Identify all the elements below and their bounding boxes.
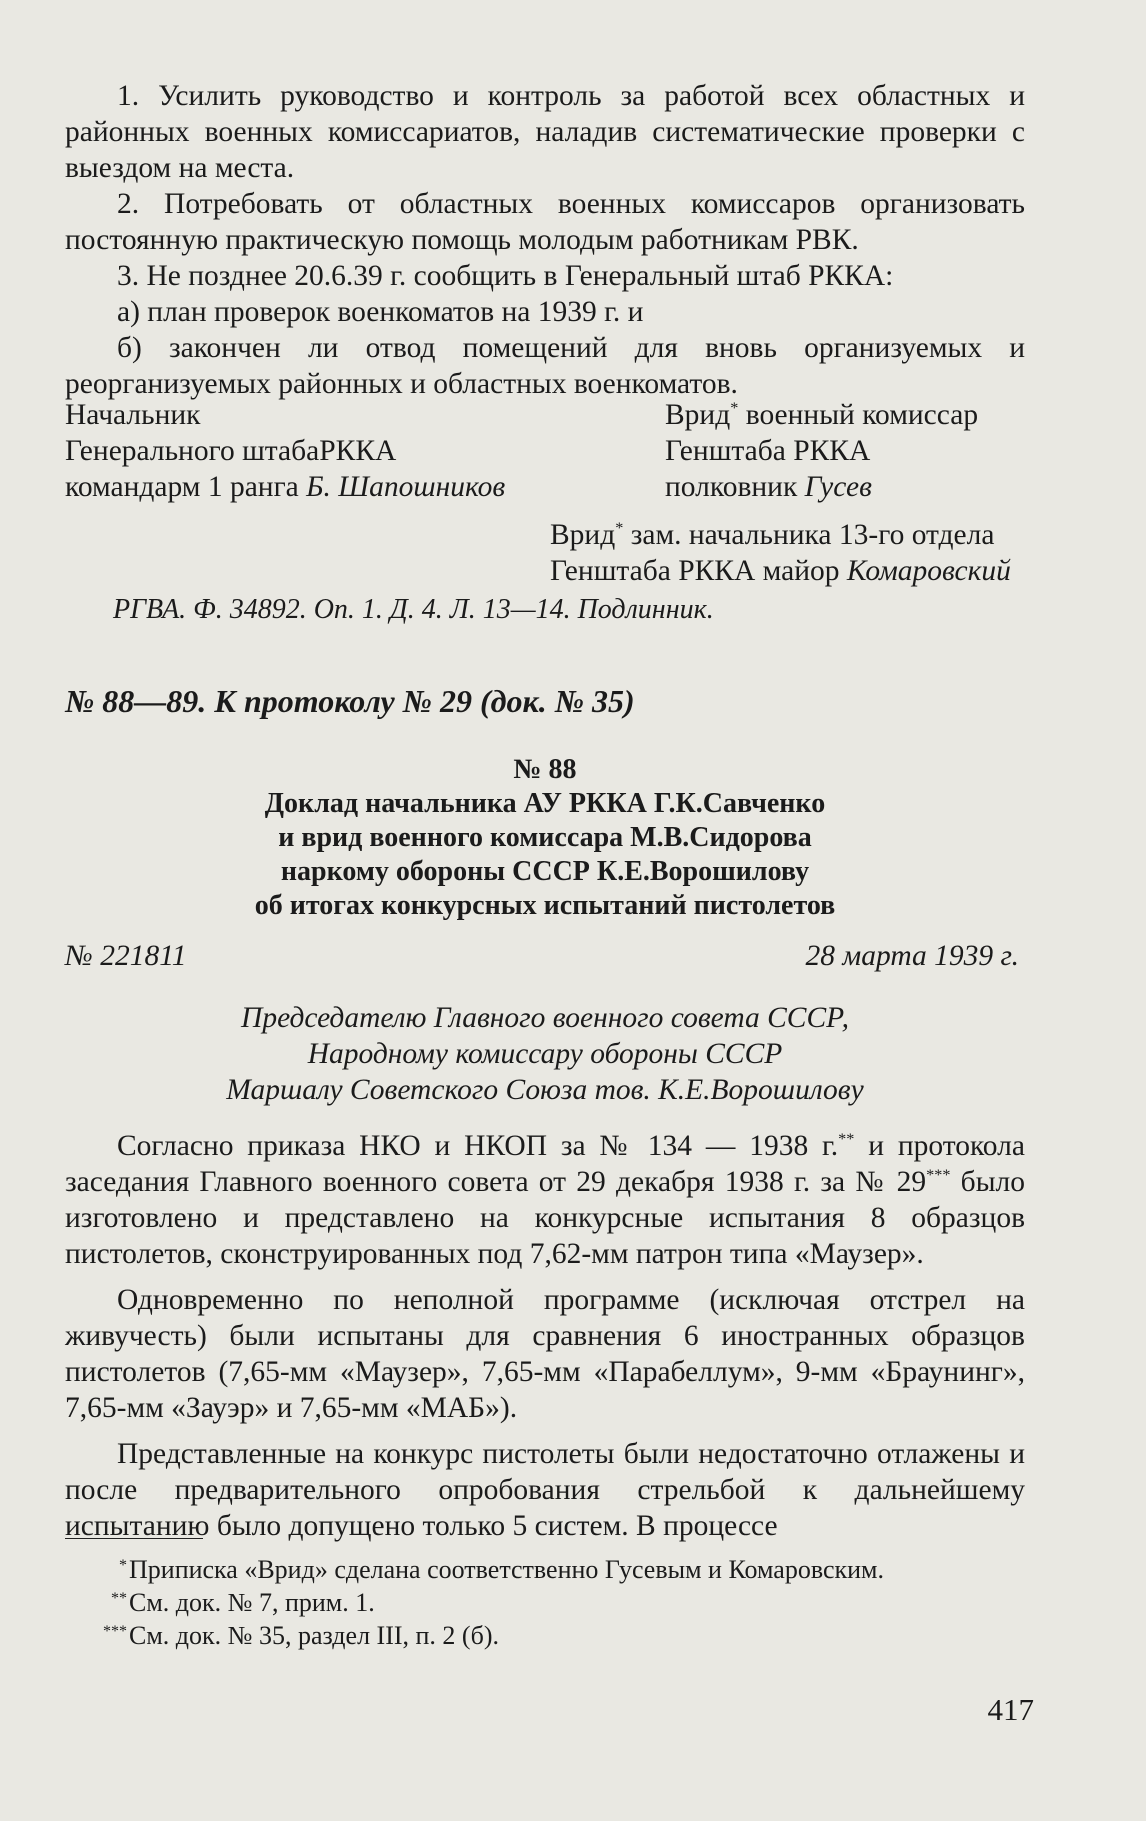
- footnote-marker: **: [111, 1590, 127, 1607]
- paragraph-3: 3. Не позднее 20.6.39 г. сообщить в Генеральный штаб РККА:: [117, 260, 894, 292]
- document-title: [65, 753, 1025, 923]
- signature-block: [65, 397, 1025, 589]
- body-paragraph-1: Согласно приказа НКО и НКОП за № 134 — 1938 г.** и протокола заседания Главного военного совета от 29 декабря 1938 г. за № 29*** было изготовлено и представлено на конкурсные испытания 8 образцов пистолетов, сконструированных под 7,62-мм патрон типа «Маузер».: [65, 1130, 1025, 1270]
- signature-left: [65, 397, 665, 505]
- signature-right-line-1: Врид* военный комиссар: [665, 399, 979, 431]
- archive-reference: [65, 592, 1025, 628]
- reference-date-row: [65, 938, 1025, 974]
- top-paragraphs: [65, 78, 1025, 402]
- document-number: № 88: [513, 754, 577, 785]
- title-line-2: и врид военного комиссара М.В.Сидорова: [278, 822, 812, 853]
- body-text: [65, 1128, 1025, 1544]
- signer-name-komarovsky: Комаровский: [846, 555, 1011, 587]
- section-heading: [65, 683, 1025, 719]
- signature-left-line-2: Генерального штабаРККА: [65, 435, 397, 467]
- footnote-ref-triple-star: ***: [926, 1166, 951, 1185]
- paragraph-1: 1. Усилить руководство и контроль за работой всех областных и районных военных комиссариатов, наладив систематические проверки с выездом на места.: [65, 80, 1025, 184]
- signature-row-1: [65, 397, 1025, 505]
- signer-name-shaposhnikov: Б. Шапошников: [306, 471, 506, 503]
- title-line-4: об итогах конкурсных испытаний пистолетов: [254, 890, 836, 921]
- signature-second-line-2: Генштаба РККА майор Комаровский: [550, 555, 1011, 587]
- footnote-marker: *: [119, 1557, 127, 1574]
- body-paragraph-2: Одновременно по неполной программе (исключая отстрел на живучесть) были испытаны для сравнения 6 иностранных образцов пистолетов (7,65-мм «Маузер», 7,65-мм «Парабеллум», 9-мм «Браунинг», 7,65-мм «Зауэр» и 7,65-мм «МАБ»).: [65, 1284, 1025, 1424]
- reference-number: № 221811: [65, 940, 187, 972]
- signature-left-line-1: Начальник: [65, 399, 201, 431]
- signer-name-gusev: Гусев: [804, 471, 872, 503]
- footnote-3: *** См. док. № 35, раздел III, п. 2 (б).: [65, 1619, 1025, 1652]
- footnote-2: ** См. док. № 7, прим. 1.: [65, 1586, 1025, 1619]
- page-number: 417: [987, 1692, 1034, 1727]
- footnote-ref-star: *: [730, 399, 739, 418]
- signature-second: [550, 517, 1025, 589]
- addressee-line-1: Председателю Главного военного совета СССР,: [241, 1002, 849, 1034]
- archive-reference-text: РГВА. Ф. 34892. Оп. 1. Д. 4. Л. 13—14. Подлинник.: [113, 594, 714, 625]
- addressee-block: [65, 1000, 1025, 1108]
- section-heading-text: № 88—89. К протоколу № 29 (док. № 35): [65, 683, 635, 719]
- footnote-ref-star: *: [615, 519, 624, 538]
- footnotes: [65, 1553, 1025, 1652]
- footnote-1: * Приписка «Врид» сделана соответственно Гусевым и Комаровским.: [65, 1553, 1025, 1586]
- signature-right-line-2: Генштаба РККА: [665, 435, 871, 467]
- footnote-divider: [65, 1538, 203, 1539]
- paragraph-2: 2. Потребовать от областных военных комиссаров организовать постоянную практическую помощь молодым работникам РВК.: [65, 188, 1025, 256]
- signature-right-line-3: полковник Гусев: [665, 471, 872, 503]
- signature-right: [665, 397, 978, 505]
- signature-second-line-1: Врид* зам. начальника 13-го отдела: [550, 519, 995, 551]
- paragraph-3a: а) план проверок военкоматов на 1939 г. и: [117, 296, 644, 328]
- signature-left-line-3: командарм 1 ранга Б. Шапошников: [65, 471, 506, 503]
- paragraph-3b: б) закончен ли отвод помещений для вновь организуемых и реорганизуемых районных и областных военкоматов.: [65, 332, 1025, 400]
- title-line-1: Доклад начальника АУ РККА Г.К.Савченко: [264, 788, 826, 819]
- footnote-marker: ***: [103, 1623, 127, 1640]
- footnote-ref-double-star: **: [838, 1130, 855, 1149]
- addressee-line-3: Маршалу Советского Союза тов. К.Е.Ворошилову: [226, 1074, 864, 1106]
- addressee-line-2: Народному комиссару обороны СССР: [307, 1038, 783, 1070]
- body-paragraph-3: Представленные на конкурс пистолеты были недостаточно отлажены и после предварительного опробования стрельбой к дальнейшему испытанию было допущено только 5 систем. В процессе: [65, 1438, 1025, 1542]
- document-date: 28 марта 1939 г.: [805, 940, 1019, 972]
- title-line-3: наркому обороны СССР К.Е.Ворошилову: [280, 856, 810, 887]
